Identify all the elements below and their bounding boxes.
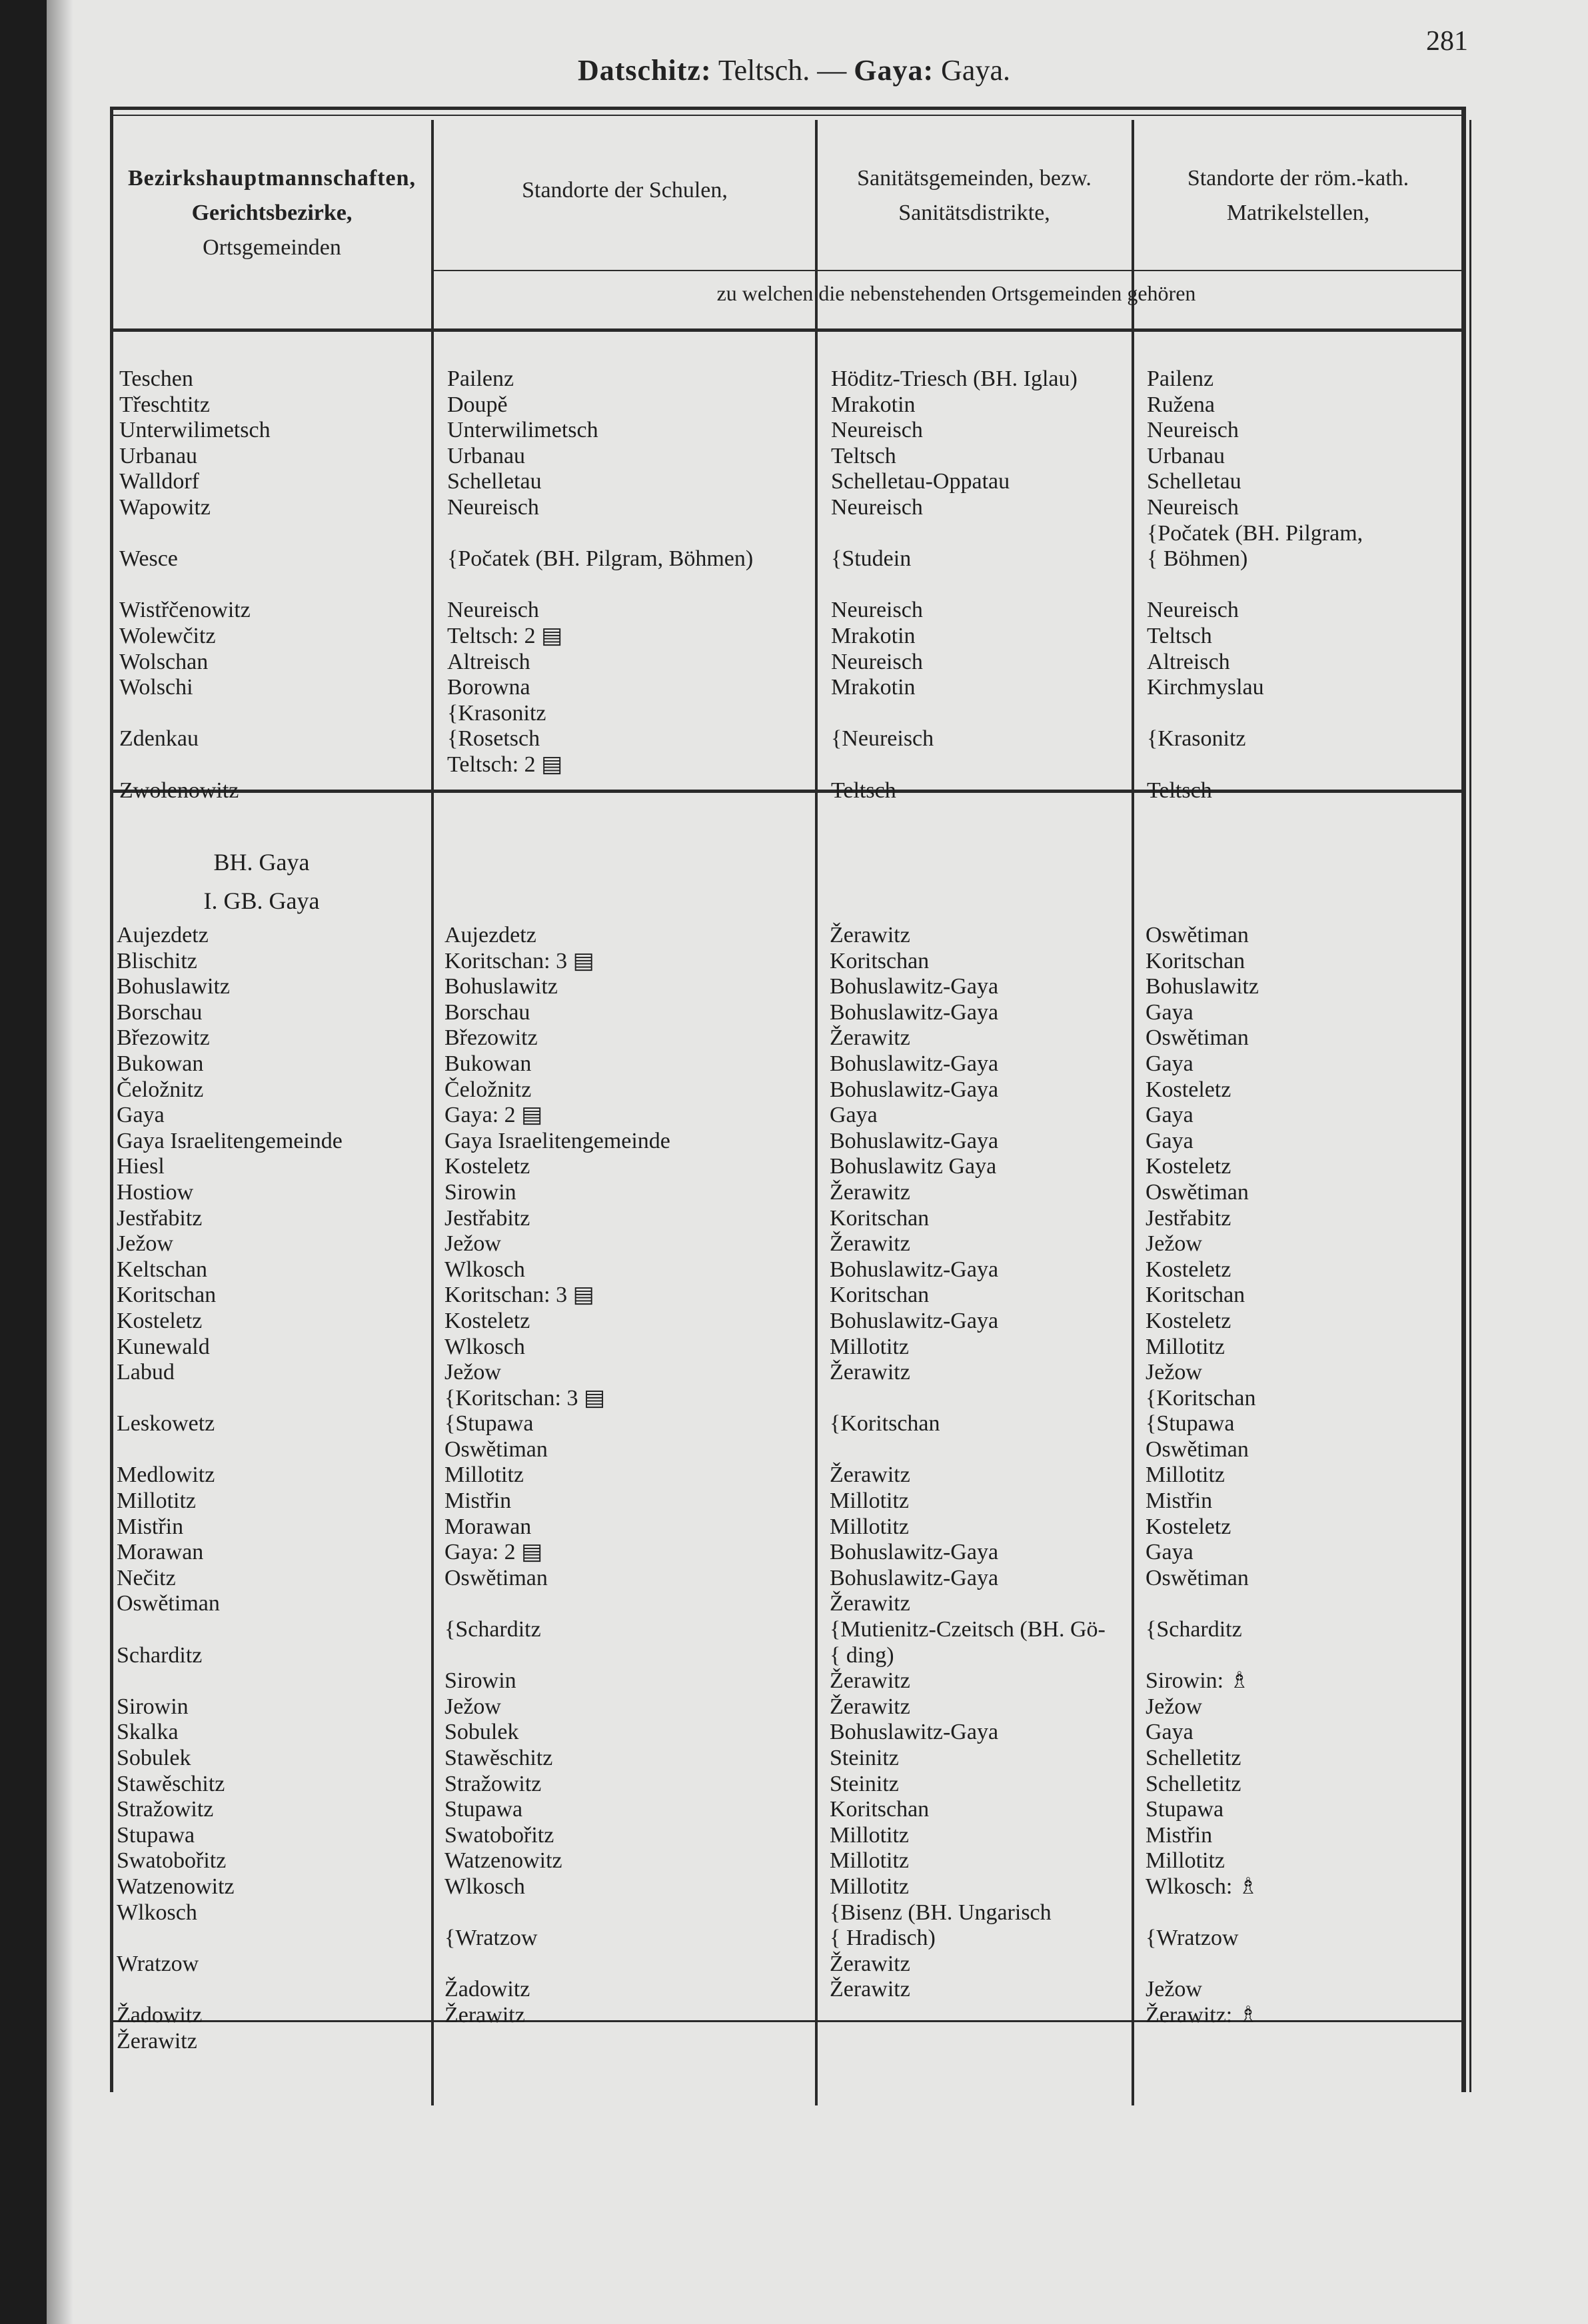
sanitaet-entry: Koritschan (830, 1283, 930, 1308)
schule-entry: Březowitz (444, 1025, 538, 1051)
schule-entry: Čeložnitz (444, 1077, 532, 1102)
schule-entry: Millotitz (444, 1462, 524, 1488)
schule-entry: Altreisch (447, 649, 530, 674)
schule-entry: {Počatek (BH. Pilgram, Böhmen) (447, 546, 754, 572)
gemeinde-entry (119, 521, 271, 547)
schule-entry: Morawan (444, 1514, 532, 1539)
matrikel-entry: Bohuslawitz (1146, 974, 1259, 999)
matrikel-entry (1146, 1591, 1259, 1617)
gemeinde-entry: Watzenowitz (117, 1874, 235, 1899)
sanitaet-entry: Millotitz (830, 1334, 909, 1359)
matrikel-entry: Ružena (1147, 392, 1215, 417)
schule-entry: Kosteletz (444, 1154, 530, 1179)
sanitaet-entry: Neureisch (831, 418, 923, 443)
matrikel-entry: {Počatek (BH. Pilgram, (1147, 520, 1363, 546)
gemeinde-entry: Žadowitz (117, 2002, 203, 2028)
gemeinde-entry: Hiesl (117, 1154, 165, 1179)
matrikel-entry: {Wratzow (1146, 1926, 1239, 1951)
schule-entry: Neureisch (447, 494, 539, 520)
matrikel-entry: Wlkosch: ♗ (1146, 1874, 1259, 1899)
header-sanitaet-line1: Sanitätsgemeinden, bezw. (857, 166, 1092, 191)
schule-entry: Urbanau (447, 443, 526, 468)
sanitaet-entry: Steinitz (830, 1746, 899, 1770)
schule-entry: {Koritschan: 3 ▤ (444, 1385, 606, 1411)
gemeinde-entry: Swatobořitz (117, 1848, 227, 1874)
schule-entry: Teltsch: 2 ▤ (447, 752, 563, 777)
sanitaet-entry: Mrakotin (831, 623, 916, 648)
header-gemeinden-line2: Gerichtsbezirke, (191, 201, 353, 225)
gemeinde-entry (117, 1926, 343, 1952)
sanitaet-entry: Bohuslawitz-Gaya (830, 1257, 999, 1282)
table-right-rule (1461, 107, 1466, 2092)
gemeinde-entry (119, 752, 271, 778)
header-gemeinden-line1: Bezirkshauptmannschaften, (127, 166, 416, 191)
matrikel-entry: Pailenz (1147, 366, 1214, 391)
gemeinde-entry (117, 1386, 343, 1412)
matrikel-entry (1147, 572, 1363, 598)
schule-entry: Žadowitz (444, 1977, 530, 2002)
sanitaet-entry: Bohuslawitz-Gaya (830, 1308, 999, 1333)
gemeinde-entry: Wolewčitz (119, 623, 216, 648)
gemeinde-entry: Walldorf (119, 469, 199, 494)
schule-entry: Ježow (444, 1231, 501, 1257)
column-rule-1 (431, 120, 434, 2105)
sanitaet-entry: Neureisch (831, 494, 923, 520)
sanitaet-entry (831, 572, 1078, 598)
matrikel-entry: Kosteletz (1146, 1077, 1231, 1102)
section2-schulen-column (444, 923, 670, 2029)
gemeinde-entry: Aujezdetz (117, 923, 209, 947)
sanitaet-entry: {Studein (831, 546, 912, 572)
matrikel-entry: Ježow (1146, 1360, 1202, 1385)
sanitaet-entry: {Neureisch (831, 726, 934, 752)
sanitaet-entry: Steinitz (830, 1771, 899, 1796)
gemeinde-entry (117, 1668, 343, 1694)
sanitaet-entry: Žerawitz (830, 1694, 910, 1719)
schule-entry: Doupě (447, 392, 508, 417)
matrikel-entry: Oswětiman (1146, 1437, 1249, 1462)
schule-entry: Pailenz (447, 366, 514, 391)
gemeinde-entry: Bohuslawitz (117, 974, 230, 999)
gemeinde-entry: Wratzow (117, 1951, 199, 1976)
table-right-rule-outer (1469, 120, 1471, 2092)
sanitaet-entry: Žerawitz (830, 1591, 910, 1616)
matrikel-entry: Oswětiman (1146, 1565, 1249, 1590)
gemeinde-entry (117, 1977, 343, 2003)
schule-entry: {Stupawa (444, 1411, 534, 1437)
column-rule-2 (815, 120, 818, 2105)
running-head-court-1: Teltsch. (718, 54, 810, 87)
schule-entry: {Krasonitz (447, 700, 546, 726)
sanitaet-entry: Teltsch (831, 778, 896, 803)
schule-entry: Gaya Israelitengemeinde (444, 1128, 670, 1153)
sanitaet-entry: Bohuslawitz-Gaya (830, 1540, 999, 1565)
matrikel-entry: Oswětiman (1146, 1025, 1249, 1051)
sanitaet-entry: Žerawitz (830, 923, 910, 947)
column-rule-3 (1132, 120, 1134, 2105)
schule-entry: Borschau (444, 999, 530, 1025)
gemeinde-entry: Čeložnitz (117, 1077, 204, 1102)
schule-entry: Swatobořitz (444, 1822, 554, 1848)
gemeinde-entry: Borschau (117, 999, 203, 1025)
schule-entry (447, 521, 753, 547)
sanitaet-entry: {Bisenz (BH. Ungarisch (830, 1900, 1052, 1925)
sanitaet-entry: Teltsch (831, 443, 896, 468)
gemeinde-entry: Žerawitz (117, 2028, 197, 2053)
matrikel-entry: Kosteletz (1146, 1308, 1231, 1333)
matrikel-entry: Altreisch (1147, 649, 1230, 674)
gemeinde-entry: Wesce (119, 546, 178, 572)
sanitaet-entry: Žerawitz (830, 1025, 910, 1051)
section1-matrikel-column (1147, 366, 1363, 804)
schule-entry: Stawěschitz (444, 1746, 553, 1770)
gemeinde-entry: Blischitz (117, 948, 197, 973)
gemeinde-entry: Wlkosch (117, 1900, 197, 1925)
schule-entry: Aujezdetz (444, 923, 536, 947)
schule-entry: Koritschan: 3 ▤ (444, 1283, 594, 1308)
sanitaet-entry (831, 752, 1078, 778)
sanitaet-entry: Millotitz (830, 1848, 909, 1874)
gemeinde-entry: Keltschan (117, 1257, 207, 1282)
gemeinde-entry: Kunewald (117, 1334, 210, 1359)
matrikel-entry (1147, 752, 1363, 778)
sanitaet-entry: Mrakotin (831, 675, 916, 700)
schule-entry: Wlkosch (444, 1257, 525, 1282)
header-sanitaet-line2: Sanitätsdistrikte, (898, 201, 1050, 225)
schule-entry: Wlkosch (444, 1874, 525, 1899)
schule-entry (444, 1591, 670, 1617)
gemeinde-entry: Morawan (117, 1540, 204, 1565)
gemeinde-entry: Bukowan (117, 1051, 204, 1076)
matrikel-entry: Gaya (1146, 1720, 1193, 1745)
sanitaet-entry: Höditz-Triesch (BH. Iglau) (831, 366, 1078, 391)
schule-entry (444, 1900, 670, 1926)
sanitaet-entry: {Koritschan (830, 1411, 940, 1437)
schule-entry: Bohuslawitz (444, 974, 558, 999)
matrikel-entry (1146, 1900, 1259, 1926)
table-top-rule-thin (110, 115, 1466, 116)
gemeinde-entry: Mistřin (117, 1514, 184, 1539)
running-head (0, 53, 1588, 87)
gemeinde-entry: Medlowitz (117, 1462, 215, 1488)
sanitaet-entry: Bohuslawitz-Gaya (830, 974, 999, 999)
schule-entry: Sobulek (444, 1720, 519, 1745)
matrikel-entry: Oswětiman (1146, 923, 1249, 947)
gemeinde-entry: Hostiow (117, 1179, 194, 1205)
gemeinde-entry: Teschen (119, 366, 193, 391)
sanitaet-entry: Koritschan (830, 1205, 930, 1231)
schule-entry: Koritschan: 3 ▤ (444, 948, 594, 973)
schule-entry: Jestřabitz (444, 1205, 530, 1231)
gemeinde-entry: Kosteletz (117, 1308, 203, 1333)
gemeinde-entry: Gaya (117, 1103, 165, 1128)
matrikel-entry: Oswětiman (1146, 1179, 1249, 1205)
register-table (110, 107, 1466, 2105)
sanitaet-entry: {Mutienitz-Czeitsch (BH. Gö- (830, 1617, 1106, 1642)
section2-matrikel-column (1146, 923, 1259, 2029)
header-matrikel-line1: Standorte der röm.-kath. (1187, 166, 1409, 191)
sanitaet-entry: Millotitz (830, 1874, 909, 1899)
schule-entry: Gaya: 2 ▤ (444, 1103, 543, 1128)
running-head-court-2: Gaya. (941, 54, 1010, 87)
section2-bh-heading (110, 843, 413, 920)
matrikel-entry: Gaya (1146, 1128, 1193, 1153)
schule-entry: Žerawitz (444, 2002, 525, 2028)
schule-entry: {Scharditz (444, 1617, 541, 1642)
schule-entry (447, 572, 753, 598)
gemeinde-entry: Koritschan (117, 1283, 217, 1308)
matrikel-entry (1146, 1952, 1259, 1978)
matrikel-entry: {Krasonitz (1147, 726, 1246, 752)
matrikel-entry: Kirchmyslau (1147, 675, 1264, 700)
sanitaet-entry: Bohuslawitz-Gaya (830, 1128, 999, 1153)
matrikel-entry: {Stupawa (1146, 1411, 1235, 1437)
header-bottom-rule (110, 328, 1466, 332)
section2-gemeinden-column (117, 923, 343, 2054)
schule-entry: Oswětiman (444, 1437, 548, 1462)
sanitaet-entry: Schelletau-Oppatau (831, 469, 1010, 494)
sanitaet-entry: Gaya (830, 1103, 878, 1128)
schule-entry: Borowna (447, 675, 530, 700)
matrikel-entry: Teltsch (1147, 778, 1212, 803)
sanitaet-entry: Bohuslawitz Gaya (830, 1154, 997, 1179)
matrikel-entry (1147, 701, 1363, 727)
matrikel-entry: Kosteletz (1146, 1257, 1231, 1282)
page-number: 281 (1426, 26, 1468, 57)
sanitaet-entry: { ding) (830, 1642, 894, 1668)
gemeinde-entry: Zdenkau (119, 726, 199, 752)
sanitaet-entry: Neureisch (831, 598, 923, 623)
header-matrikel-line2: Matrikelstellen, (1226, 201, 1370, 225)
gemeinde-entry: Unterwilimetsch (119, 418, 271, 443)
matrikel-entry: Stupawa (1146, 1797, 1224, 1822)
matrikel-entry: Urbanau (1147, 443, 1225, 468)
schule-entry: Bukowan (444, 1051, 532, 1076)
schule-entry: Oswětiman (444, 1565, 548, 1590)
header-gemeinden-line3: Ortsgemeinden (203, 235, 341, 260)
sanitaet-entry (831, 521, 1078, 547)
sanitaet-entry: Millotitz (830, 1514, 909, 1539)
matrikel-entry: Schelletitz (1146, 1746, 1241, 1770)
header-gemeinden (115, 161, 428, 265)
gemeinde-entry: Jestřabitz (117, 1205, 203, 1231)
schule-entry: Neureisch (447, 598, 539, 623)
sanitaet-entry: Bohuslawitz-Gaya (830, 1565, 999, 1590)
sanitaet-entry: Žerawitz (830, 1360, 910, 1385)
schule-entry: Gaya: 2 ▤ (444, 1540, 543, 1565)
gemeinde-entry: Nečitz (117, 1565, 176, 1590)
schule-entry: Watzenowitz (444, 1848, 562, 1874)
gemeinde-entry: Leskowetz (117, 1411, 215, 1437)
matrikel-entry: Jestřabitz (1146, 1205, 1231, 1231)
schule-entry: Ježow (444, 1360, 501, 1385)
gemeinde-entry: Třeschtitz (119, 392, 210, 417)
matrikel-entry: {Scharditz (1146, 1617, 1242, 1642)
subheader-rule (434, 270, 1461, 271)
section1-schulen-column (447, 366, 753, 804)
header-matrikel (1136, 161, 1460, 231)
gemeinde-entry: Stawěschitz (117, 1771, 225, 1796)
schule-entry: Stupawa (444, 1797, 523, 1822)
matrikel-entry: Kosteletz (1146, 1514, 1231, 1539)
matrikel-entry: {Koritschan (1146, 1385, 1256, 1411)
matrikel-entry: Schelletau (1147, 469, 1241, 494)
matrikel-entry: Ježow (1146, 1694, 1202, 1719)
schule-entry: Wlkosch (444, 1334, 525, 1359)
sanitaet-entry: Žerawitz (830, 1231, 910, 1257)
sanitaet-entry: Koritschan (830, 948, 930, 973)
sanitaet-entry: Bohuslawitz-Gaya (830, 1051, 999, 1076)
matrikel-entry: Neureisch (1147, 598, 1239, 623)
matrikel-entry: Gaya (1146, 1540, 1193, 1565)
section1-gemeinden-column (119, 366, 271, 804)
table-top-rule (110, 107, 1466, 110)
gemeinde-entry: Skalka (117, 1720, 179, 1745)
schule-entry (447, 778, 753, 804)
matrikel-entry: Kosteletz (1146, 1154, 1231, 1179)
matrikel-entry: Gaya (1146, 1103, 1193, 1128)
schule-entry: Kosteletz (444, 1308, 530, 1333)
matrikel-entry: Millotitz (1146, 1334, 1225, 1359)
subheader: zu welchen die nebenstehenden Ortsgemeinden gehören (716, 281, 1196, 305)
gemeinde-entry (117, 1437, 343, 1463)
sanitaet-entry: Bohuslawitz-Gaya (830, 1720, 999, 1745)
gemeinde-entry: Labud (117, 1360, 175, 1385)
sanitaet-entry: Koritschan (830, 1797, 930, 1822)
matrikel-entry: { Böhmen) (1147, 546, 1248, 572)
matrikel-entry: Mistřin (1146, 1488, 1213, 1514)
gemeinde-entry: Millotitz (117, 1488, 196, 1514)
schule-entry: Mistřin (444, 1488, 512, 1514)
gemeinde-entry: Zwolenowitz (119, 778, 239, 803)
sanitaet-entry: Žerawitz (830, 1462, 910, 1488)
matrikel-entry: Mistřin (1146, 1822, 1213, 1848)
gb-gaya: I. GB. Gaya (203, 887, 320, 914)
schule-entry: Sirowin (444, 1179, 516, 1205)
gemeinde-entry: Wolschan (119, 649, 209, 674)
sanitaet-entry: Žerawitz (830, 1977, 910, 2002)
gemeinde-entry: Wistřčenowitz (119, 598, 251, 623)
sanitaet-entry: Žerawitz (830, 1179, 910, 1205)
matrikel-entry: Gaya (1146, 1051, 1193, 1076)
schule-entry: Unterwilimetsch (447, 418, 598, 443)
schule-entry (444, 1643, 670, 1669)
matrikel-entry: Millotitz (1146, 1462, 1225, 1488)
gemeinde-entry: Sobulek (117, 1746, 191, 1770)
matrikel-entry: Neureisch (1147, 418, 1239, 443)
header-schulen: Standorte der Schulen, (522, 178, 728, 203)
sanitaet-entry (830, 1386, 1106, 1412)
gemeinde-entry: Scharditz (117, 1642, 203, 1668)
gemeinde-entry: Wapowitz (119, 494, 211, 520)
gemeinde-entry: Wolschi (119, 675, 193, 700)
schule-entry: Sirowin (444, 1668, 516, 1694)
header-sanitaet (819, 161, 1130, 231)
gemeinde-entry: Gaya Israelitengemeinde (117, 1128, 343, 1153)
schule-entry: Ježow (444, 1694, 501, 1719)
sanitaet-entry: Millotitz (830, 1488, 909, 1514)
table-left-rule (110, 107, 113, 2092)
gemeinde-entry (119, 572, 271, 598)
running-head-district-2: Gaya: (854, 54, 934, 87)
gemeinde-entry: Sirowin (117, 1694, 189, 1719)
section2-sanitaet-column (830, 923, 1106, 2003)
running-head-separator: — (817, 54, 847, 87)
gemeinde-entry (117, 1617, 343, 1643)
matrikel-entry (1146, 1643, 1259, 1669)
sanitaet-entry (831, 701, 1078, 727)
matrikel-entry: Koritschan (1146, 948, 1245, 973)
schule-entry: Stražowitz (444, 1771, 542, 1796)
gemeinde-entry: Urbanau (119, 443, 198, 468)
schule-entry: Schelletau (447, 469, 542, 494)
sanitaet-entry: Bohuslawitz-Gaya (830, 1077, 999, 1102)
matrikel-entry: Žerawitz: ♗ (1146, 2002, 1259, 2028)
schule-entry (444, 1952, 670, 1978)
matrikel-entry: Koritschan (1146, 1283, 1245, 1308)
sanitaet-entry: Žerawitz (830, 1951, 910, 1976)
matrikel-entry: Teltsch (1147, 623, 1212, 648)
schule-entry: {Wratzow (444, 1926, 538, 1951)
gemeinde-entry: Březowitz (117, 1025, 210, 1051)
schule-entry: Teltsch: 2 ▤ (447, 623, 563, 648)
matrikel-entry: Schelletitz (1146, 1771, 1241, 1796)
matrikel-entry: Millotitz (1146, 1848, 1225, 1874)
sanitaet-entry (830, 1437, 1106, 1463)
sanitaet-entry: { Hradisch) (830, 1926, 936, 1951)
section1-sanitaet-column (831, 366, 1078, 804)
sanitaet-entry: Bohuslawitz-Gaya (830, 999, 999, 1025)
running-head-district-1: Datschitz: (578, 54, 712, 87)
matrikel-entry: Ježow (1146, 1231, 1202, 1257)
matrikel-entry: Sirowin: ♗ (1146, 1668, 1250, 1694)
sanitaet-entry: Neureisch (831, 649, 923, 674)
matrikel-entry: Ježow (1146, 1977, 1202, 2002)
sanitaet-entry: Žerawitz (830, 1668, 910, 1694)
matrikel-entry: Gaya (1146, 999, 1193, 1025)
schule-entry: {Rosetsch (447, 726, 540, 752)
sanitaet-entry: Millotitz (830, 1822, 909, 1848)
gemeinde-entry (119, 701, 271, 727)
gemeinde-entry: Oswětiman (117, 1591, 220, 1616)
bh-gaya: BH. Gaya (213, 849, 310, 875)
matrikel-entry: Neureisch (1147, 494, 1239, 520)
sanitaet-entry: Mrakotin (831, 392, 916, 417)
gemeinde-entry: Stupawa (117, 1822, 195, 1848)
gemeinde-entry: Stražowitz (117, 1797, 214, 1822)
gemeinde-entry: Ježow (117, 1231, 173, 1257)
